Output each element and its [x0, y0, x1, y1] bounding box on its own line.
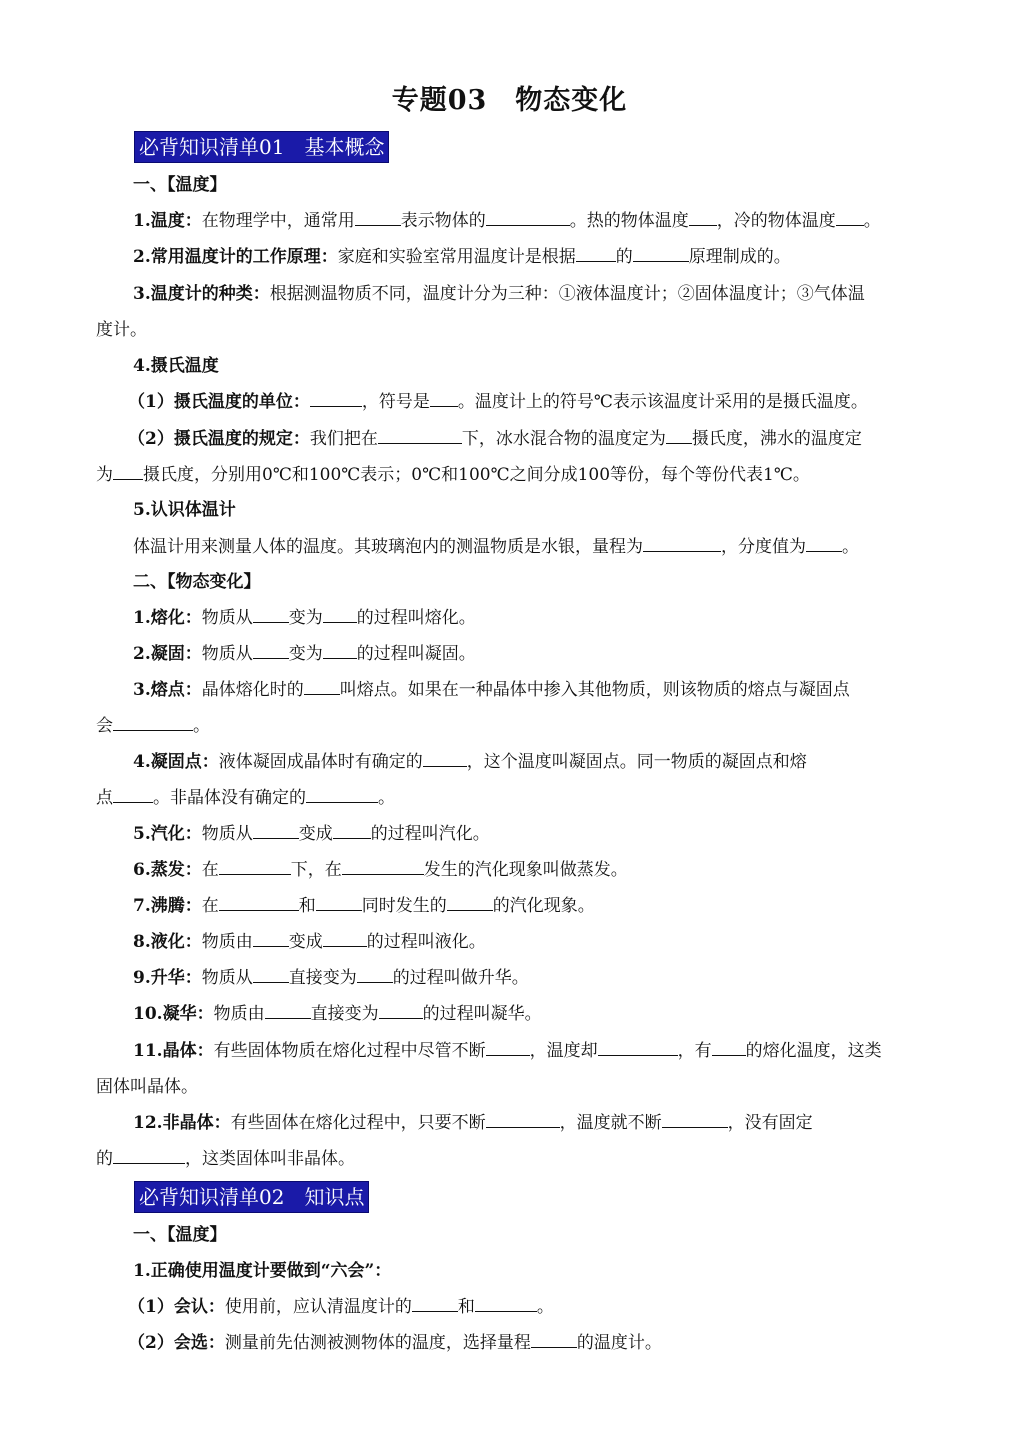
blank [423, 751, 467, 767]
item-thermometer-types: 3.温度计的种类：根据测温物质不同，温度计分为三种：①液体温度计；②固体温度计；③气体温 [133, 284, 865, 304]
blank [306, 787, 378, 803]
blank [113, 715, 193, 731]
item-solidification: 2.凝固：物质从 变为 的过程叫凝固。 [133, 644, 476, 664]
item-amorphous-cont: 的 ，这类固体叫非晶体。 [96, 1149, 355, 1169]
item-rule-select: （2）会选：测量前先估测被测物体的温度，选择量程 的温度计。 [128, 1333, 662, 1353]
blank [253, 607, 289, 623]
blank [323, 607, 357, 623]
blank [113, 1148, 185, 1164]
item-freezing-point: 4.凝固点：液体凝固成晶体时有确定的 ，这个温度叫凝固点。同一物质的凝固点和熔 [133, 752, 807, 772]
blank [666, 428, 692, 444]
item-celsius-rule-cont: 为 摄氏度，分别用0℃和100℃表示；0℃和100℃之间分成100等份，每个等份代表1℃。 [96, 465, 810, 485]
item-clinical-thermometer: 5.认识体温计 [133, 500, 236, 520]
item-celsius: 4.摄氏温度 [133, 356, 219, 376]
blank [219, 895, 299, 911]
item-rule-recognize: （1）会认：使用前，应认清温度计的 和 。 [128, 1297, 554, 1317]
blank [253, 931, 289, 947]
blank [806, 536, 842, 552]
blank [598, 1040, 678, 1056]
item-melting: 1.熔化：物质从 变为 的过程叫熔化。 [133, 608, 476, 628]
item-boiling: 7.沸腾：在 和 同时发生的 的汽化现象。 [133, 896, 595, 916]
blank [712, 1040, 746, 1056]
item-clinical-thermometer-text: 体温计用来测量人体的温度。其玻璃泡内的测温物质是水银，量程为 ，分度值为 。 [133, 537, 859, 557]
item-liquefaction: 8.液化：物质由 变成 的过程叫液化。 [133, 932, 486, 952]
blank [447, 895, 493, 911]
blank [531, 1332, 577, 1348]
item-celsius-rule: （2）摄氏温度的规定：我们把在 下，冰水混合物的温度定为 摄氏度，沸水的温度定 [128, 429, 862, 449]
blank [113, 464, 143, 480]
item-crystal: 11.晶体：有些固体物质在熔化过程中尽管不断 ，温度却 ，有 的熔化温度，这类 [133, 1041, 882, 1061]
item-crystal-cont: 固体叫晶体。 [96, 1077, 198, 1097]
section-banner-2: 必背知识清单02 知识点 [134, 1181, 369, 1213]
blank [486, 210, 570, 226]
item-sublimation: 9.升华：物质从 直接变为 的过程叫做升华。 [133, 968, 529, 988]
item-celsius-unit: （1）摄氏温度的单位： ，符号是 。温度计上的符号℃表示该温度计采用的是摄氏温度。 [128, 392, 868, 412]
item-thermometer-types-cont: 度计。 [96, 320, 147, 340]
blank [265, 1003, 311, 1019]
blank [633, 246, 689, 262]
blank [219, 859, 291, 875]
item-vaporization: 5.汽化：物质从 变成 的过程叫汽化。 [133, 824, 490, 844]
blank [475, 1296, 537, 1312]
item-evaporation: 6.蒸发：在 下，在 发生的汽化现象叫做蒸发。 [133, 860, 628, 880]
blank [643, 536, 721, 552]
blank [486, 1040, 530, 1056]
blank [113, 787, 153, 803]
blank [355, 210, 401, 226]
blank [576, 246, 616, 262]
section-heading-temperature: 一、【温度】 [133, 175, 227, 195]
blank [316, 895, 362, 911]
item-amorphous: 12.非晶体：有些固体在熔化过程中，只要不断 ，温度就不断 ，没有固定 [133, 1113, 813, 1133]
blank [486, 1112, 560, 1128]
item-melting-point-cont: 会 。 [96, 716, 210, 736]
blank [342, 859, 424, 875]
blank [379, 1003, 423, 1019]
blank [253, 967, 289, 983]
blank [430, 391, 458, 407]
item-temperature: 1.温度：在物理学中，通常用 表示物体的 。热的物体温度 ，冷的物体温度 。 [133, 211, 881, 231]
item-freezing-point-cont: 点 。非晶体没有确定的 。 [96, 788, 395, 808]
blank [378, 428, 462, 444]
section-heading-temperature-2: 一、【温度】 [133, 1225, 227, 1245]
page-title: 专题03 物态变化 [391, 85, 628, 116]
blank [333, 823, 371, 839]
item-six-rules: 1.正确使用温度计要做到“六会”： [133, 1261, 392, 1281]
blank [323, 931, 367, 947]
section-heading-state-change: 二、【物态变化】 [133, 572, 261, 592]
item-melting-point: 3.熔点：晶体熔化时的 叫熔点。如果在一种晶体中掺入其他物质，则该物质的熔点与凝固点 [133, 680, 850, 700]
blank [323, 643, 357, 659]
blank [304, 679, 340, 695]
blank [310, 391, 362, 407]
blank [253, 823, 299, 839]
blank [412, 1296, 458, 1312]
section-banner-1: 必背知识清单01 基本概念 [134, 131, 389, 163]
item-thermometer-principle: 2.常用温度计的工作原理：家庭和实验室常用温度计是根据 的 原理制成的。 [133, 247, 791, 267]
blank [689, 210, 717, 226]
item-deposition: 10.凝华：物质由 直接变为 的过程叫凝华。 [133, 1004, 542, 1024]
blank [253, 643, 289, 659]
blank [662, 1112, 728, 1128]
blank [357, 967, 393, 983]
blank [836, 210, 864, 226]
